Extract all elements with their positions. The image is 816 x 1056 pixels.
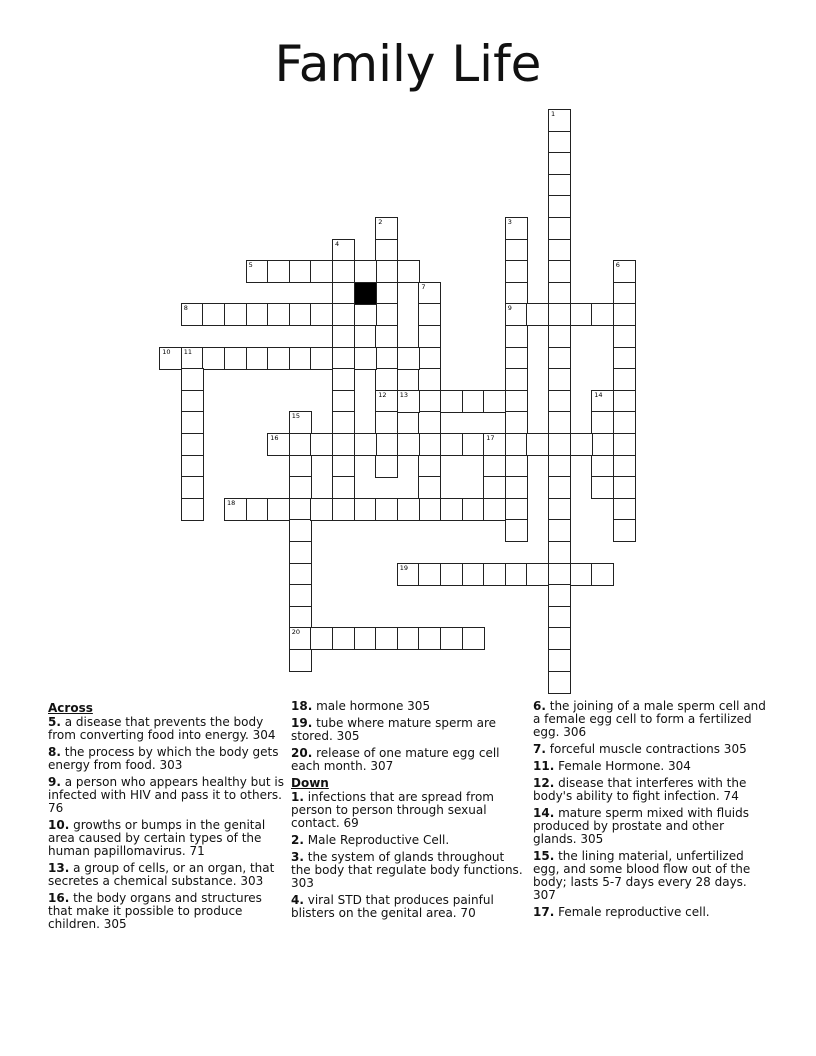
clue-number-label: 15. [533, 849, 555, 863]
clue-number: 1 [551, 110, 556, 118]
grid-cell[interactable] [591, 390, 614, 413]
grid-cell[interactable] [505, 498, 528, 521]
grid-cell[interactable] [613, 433, 636, 456]
grid-cell[interactable] [224, 347, 247, 370]
grid-cell[interactable] [548, 455, 571, 478]
grid-cell[interactable] [591, 455, 614, 478]
grid-cell[interactable] [613, 368, 636, 391]
grid-cell[interactable] [591, 476, 614, 499]
clue-text: Female Hormone. 304 [558, 759, 691, 773]
grid-cell[interactable] [505, 519, 528, 542]
grid-cell[interactable] [310, 433, 333, 456]
clue-text: infections that are spread from person to person through sexual contact. 69 [291, 790, 494, 830]
clue-number: 2 [378, 218, 383, 226]
grid-cell[interactable] [548, 411, 571, 434]
grid-cell[interactable] [548, 260, 571, 283]
grid-cell[interactable] [418, 455, 441, 478]
grid-cell[interactable] [505, 282, 528, 305]
grid-cell[interactable] [613, 411, 636, 434]
grid-cell[interactable] [397, 260, 420, 283]
clue-column-3 [533, 700, 769, 923]
clue-number: 10 [162, 347, 171, 356]
grid-cell[interactable] [289, 541, 312, 564]
grid-cell[interactable] [397, 347, 420, 370]
grid-cell[interactable] [246, 498, 269, 521]
grid-cell[interactable] [181, 368, 204, 391]
clue [533, 760, 769, 773]
grid-cell[interactable] [202, 347, 225, 370]
grid-cell[interactable] [375, 260, 398, 283]
grid-cell[interactable] [397, 563, 420, 586]
grid-cell[interactable] [332, 455, 355, 478]
grid-cell[interactable] [548, 563, 571, 586]
grid-cell[interactable] [332, 498, 355, 521]
clue-text: release of one mature egg cell each month. 307 [291, 746, 500, 773]
clue [291, 700, 527, 713]
clue-number-label: 13. [48, 861, 70, 875]
grid-cell[interactable] [332, 390, 355, 413]
grid-cell[interactable] [354, 303, 377, 326]
clue-text: a disease that prevents the body from converting food into energy. 304 [48, 715, 276, 742]
grid-cell[interactable] [483, 498, 506, 521]
clue-number: 7 [421, 282, 426, 291]
clue-number: 11 [183, 347, 193, 356]
clue-text: the lining material, unfertilized egg, and some blood flow out of the body; lasts 5-7 days every 28 days. 307 [533, 849, 751, 902]
grid-cell[interactable] [462, 627, 485, 650]
grid-cell[interactable] [548, 368, 571, 391]
clue-text: growths or bumps in the genital area caused by certain types of the human papillomavirus. 71 [48, 818, 266, 858]
grid-cell[interactable] [526, 433, 549, 456]
grid-cell[interactable] [440, 498, 463, 521]
grid-cell[interactable] [332, 239, 355, 262]
grid-cell[interactable] [289, 627, 312, 650]
clue-text: a person who appears healthy but is infected with HIV and pass it to others. 76 [48, 775, 284, 815]
grid-cell[interactable] [246, 260, 269, 283]
clue-column-1 [48, 700, 284, 935]
grid-cell[interactable] [332, 260, 355, 283]
clue-number-label: 5. [48, 715, 61, 729]
grid-cell[interactable] [202, 303, 225, 326]
black-cell [354, 282, 377, 305]
clue-number: 18 [227, 498, 236, 507]
clue [291, 834, 527, 847]
grid-cell[interactable] [440, 390, 463, 413]
grid-cell[interactable] [332, 347, 355, 370]
clue-number: 13 [399, 390, 409, 399]
grid-cell[interactable] [613, 519, 636, 542]
grid-cell[interactable] [548, 195, 571, 218]
grid-cell[interactable] [375, 433, 398, 456]
grid-cell[interactable] [613, 347, 636, 370]
clue-number-label: 12. [533, 776, 555, 790]
grid-cell[interactable] [375, 217, 398, 240]
clue [533, 807, 769, 846]
grid-cell[interactable] [181, 411, 204, 434]
clue [533, 777, 769, 803]
clue-text: the joining of a male sperm cell and a female egg cell to form a fertilized egg. 306 [533, 699, 766, 739]
grid-cell[interactable] [310, 303, 333, 326]
grid-cell[interactable] [224, 303, 247, 326]
clue-text: Male Reproductive Cell. [307, 833, 450, 847]
grid-cell[interactable] [310, 347, 333, 370]
clue [291, 851, 527, 890]
grid-cell[interactable] [375, 239, 398, 262]
grid-cell[interactable] [613, 476, 636, 499]
grid-cell[interactable] [418, 476, 441, 499]
clue-number: 9 [507, 304, 512, 313]
clue-text: viral STD that produces painful blisters on the genital area. 70 [291, 893, 494, 920]
grid-cell[interactable] [224, 498, 247, 521]
grid-cell[interactable] [332, 325, 355, 348]
clue-number-label: 18. [291, 699, 313, 713]
clue-text: the system of glands throughout the body that regulate body functions. 303 [291, 850, 523, 890]
grid-cell[interactable] [289, 519, 312, 542]
clue [48, 716, 284, 742]
grid-cell[interactable] [418, 325, 441, 348]
grid-cell[interactable] [375, 498, 398, 521]
grid-cell[interactable] [548, 325, 571, 348]
grid-cell[interactable] [591, 411, 614, 434]
grid-cell[interactable] [397, 498, 420, 521]
clue-text: a group of cells, or an organ, that secretes a chemical substance. 303 [48, 861, 275, 888]
clue-text: the body organs and structures that make it possible to produce children. 305 [48, 891, 262, 931]
grid-cell[interactable] [375, 303, 398, 326]
grid-cell[interactable] [613, 390, 636, 413]
clue [291, 791, 527, 830]
grid-cell[interactable] [613, 498, 636, 521]
grid-cell[interactable] [397, 433, 420, 456]
clue-number-label: 4. [291, 893, 304, 907]
grid-cell[interactable] [289, 649, 312, 672]
clue [533, 700, 769, 739]
clue [48, 776, 284, 815]
grid-cell[interactable] [548, 390, 571, 413]
grid-cell[interactable] [613, 455, 636, 478]
grid-cell[interactable] [505, 390, 528, 413]
grid-cell[interactable] [418, 563, 441, 586]
clue [48, 862, 284, 888]
grid-cell[interactable] [548, 627, 571, 650]
grid-cell[interactable] [418, 627, 441, 650]
grid-cell[interactable] [289, 498, 312, 521]
grid-cell[interactable] [181, 476, 204, 499]
clue-number-label: 7. [533, 742, 546, 756]
clue-number-label: 3. [291, 850, 304, 864]
grid-cell[interactable] [548, 541, 571, 564]
grid-cell[interactable] [505, 260, 528, 283]
grid-cell[interactable] [462, 498, 485, 521]
grid-cell[interactable] [418, 411, 441, 434]
grid-cell[interactable] [483, 455, 506, 478]
grid-cell[interactable] [462, 433, 485, 456]
grid-cell[interactable] [267, 303, 290, 326]
grid-cell[interactable] [505, 325, 528, 348]
clue [48, 819, 284, 858]
grid-cell[interactable] [354, 627, 377, 650]
grid-cell[interactable] [483, 433, 506, 456]
clue-text: disease that interferes with the body's ability to fight infection. 74 [533, 776, 747, 803]
grid-cell[interactable] [505, 217, 528, 240]
grid-cell[interactable] [332, 282, 355, 305]
grid-cell[interactable] [375, 347, 398, 370]
grid-cell[interactable] [548, 347, 571, 370]
grid-cell[interactable] [548, 476, 571, 499]
clue-number: 3 [507, 218, 512, 226]
grid-cell[interactable] [548, 217, 571, 240]
section-heading-across: Across [48, 701, 93, 715]
grid-cell[interactable] [591, 433, 614, 456]
page-title: Family Life [274, 35, 542, 93]
grid-cell[interactable] [375, 325, 398, 348]
clue [291, 717, 527, 743]
clue [533, 850, 769, 902]
grid-cell[interactable] [548, 131, 571, 154]
clue-number: 12 [378, 390, 387, 399]
grid-cell[interactable] [354, 498, 377, 521]
section-heading-down: Down [291, 776, 329, 790]
grid-cell[interactable] [418, 282, 441, 305]
clue-number-label: 9. [48, 775, 61, 789]
grid-cell[interactable] [289, 563, 312, 586]
clue [533, 906, 769, 919]
grid-cell[interactable] [397, 390, 420, 413]
clue-number-label: 2. [291, 833, 304, 847]
grid-cell[interactable] [332, 411, 355, 434]
clue-number: 8 [183, 304, 188, 313]
grid-cell[interactable] [181, 455, 204, 478]
grid-cell[interactable] [548, 433, 571, 456]
grid-cell[interactable] [613, 303, 636, 326]
clue [533, 743, 769, 756]
grid-cell[interactable] [591, 563, 614, 586]
grid-cell[interactable] [332, 303, 355, 326]
grid-cell[interactable] [375, 627, 398, 650]
clue-number: 16 [270, 434, 279, 442]
grid-cell[interactable] [310, 260, 333, 283]
grid-cell[interactable] [289, 260, 312, 283]
grid-cell[interactable] [289, 411, 312, 434]
grid-cell[interactable] [548, 282, 571, 305]
grid-cell[interactable] [505, 303, 528, 326]
clue-number: 4 [335, 239, 340, 248]
grid-cell[interactable] [440, 433, 463, 456]
clue-number: 5 [248, 261, 253, 270]
clue-column-2 [291, 700, 527, 924]
grid-cell[interactable] [526, 563, 549, 586]
grid-cell[interactable] [505, 476, 528, 499]
grid-cell[interactable] [613, 260, 636, 283]
grid-cell[interactable] [570, 433, 593, 456]
grid-cell[interactable] [483, 390, 506, 413]
grid-cell[interactable] [591, 303, 614, 326]
clue-text: Female reproductive cell. [558, 905, 710, 919]
grid-cell[interactable] [354, 433, 377, 456]
clue-number-label: 6. [533, 699, 546, 713]
clue-number-label: 17. [533, 905, 555, 919]
grid-cell[interactable] [310, 627, 333, 650]
grid-cell[interactable] [332, 433, 355, 456]
grid-cell[interactable] [181, 347, 204, 370]
grid-cell[interactable] [181, 498, 204, 521]
grid-cell[interactable] [246, 347, 269, 370]
grid-cell[interactable] [548, 519, 571, 542]
grid-cell[interactable] [505, 239, 528, 262]
grid-cell[interactable] [526, 303, 549, 326]
grid-cell[interactable] [375, 411, 398, 434]
grid-cell[interactable] [181, 433, 204, 456]
clue [48, 892, 284, 931]
grid-cell[interactable] [505, 455, 528, 478]
grid-cell[interactable] [159, 347, 182, 370]
clue-number-label: 10. [48, 818, 70, 832]
grid-cell[interactable] [505, 411, 528, 434]
clue-number: 6 [615, 261, 620, 270]
grid-cell[interactable] [267, 498, 290, 521]
grid-cell[interactable] [570, 303, 593, 326]
grid-cell[interactable] [267, 347, 290, 370]
clue-number-label: 1. [291, 790, 304, 804]
grid-cell[interactable] [332, 627, 355, 650]
clue-number-label: 19. [291, 716, 313, 730]
grid-cell[interactable] [310, 498, 333, 521]
grid-cell[interactable] [375, 390, 398, 413]
grid-cell[interactable] [483, 563, 506, 586]
grid-cell[interactable] [289, 606, 312, 629]
grid-cell[interactable] [418, 390, 441, 413]
grid-cell[interactable] [289, 584, 312, 607]
grid-cell[interactable] [440, 563, 463, 586]
grid-cell[interactable] [289, 433, 312, 456]
grid-cell[interactable] [548, 584, 571, 607]
clue-text: forceful muscle contractions 305 [549, 742, 747, 756]
grid-cell[interactable] [418, 433, 441, 456]
grid-cell[interactable] [418, 303, 441, 326]
grid-cell[interactable] [505, 368, 528, 391]
grid-cell[interactable] [375, 368, 398, 391]
clue-number-label: 11. [533, 759, 555, 773]
clue-number: 19 [399, 563, 409, 572]
grid-cell[interactable] [397, 627, 420, 650]
grid-cell[interactable] [289, 347, 312, 370]
grid-cell[interactable] [548, 671, 571, 694]
clue [291, 894, 527, 920]
grid-cell[interactable] [548, 152, 571, 175]
grid-cell[interactable] [548, 174, 571, 197]
grid-cell[interactable] [613, 282, 636, 305]
grid-cell[interactable] [548, 606, 571, 629]
grid-cell[interactable] [483, 476, 506, 499]
grid-cell[interactable] [354, 260, 377, 283]
grid-cell[interactable] [462, 390, 485, 413]
clue-number: 20 [291, 628, 301, 637]
grid-cell[interactable] [418, 368, 441, 391]
clue-number: 15 [291, 412, 301, 421]
grid-cell[interactable] [181, 303, 204, 326]
grid-cell[interactable] [548, 303, 571, 326]
grid-cell[interactable] [418, 347, 441, 370]
clue-number-label: 20. [291, 746, 313, 760]
grid-cell[interactable] [548, 498, 571, 521]
grid-cell[interactable] [505, 563, 528, 586]
clue-number-label: 8. [48, 745, 61, 759]
grid-cell[interactable] [289, 303, 312, 326]
clue [48, 746, 284, 772]
clue-number-label: 14. [533, 806, 555, 820]
grid-cell[interactable] [548, 109, 571, 132]
clue [291, 747, 527, 773]
grid-cell[interactable] [267, 260, 290, 283]
grid-cell[interactable] [613, 325, 636, 348]
grid-cell[interactable] [505, 347, 528, 370]
clue-number: 17 [486, 434, 495, 442]
grid-cell[interactable] [267, 433, 290, 456]
grid-cell[interactable] [332, 476, 355, 499]
grid-cell[interactable] [332, 368, 355, 391]
grid-cell[interactable] [418, 498, 441, 521]
grid-cell[interactable] [289, 455, 312, 478]
grid-cell[interactable] [375, 455, 398, 478]
clue-text: mature sperm mixed with fluids produced by prostate and other glands. 305 [533, 806, 750, 846]
grid-cell[interactable] [246, 303, 269, 326]
grid-cell[interactable] [354, 347, 377, 370]
grid-cell[interactable] [289, 476, 312, 499]
grid-cell[interactable] [548, 649, 571, 672]
grid-cell[interactable] [505, 433, 528, 456]
grid-cell[interactable] [548, 239, 571, 262]
grid-cell[interactable] [375, 282, 398, 305]
grid-cell[interactable] [440, 627, 463, 650]
clue-number-label: 16. [48, 891, 70, 905]
clue-text: tube where mature sperm are stored. 305 [291, 716, 496, 743]
grid-cell[interactable] [181, 390, 204, 413]
clue-text: the process by which the body gets energy from food. 303 [48, 745, 279, 772]
grid-cell[interactable] [462, 563, 485, 586]
clue-number: 14 [594, 390, 603, 399]
grid-cell[interactable] [570, 563, 593, 586]
clue-text: male hormone 305 [316, 699, 431, 713]
